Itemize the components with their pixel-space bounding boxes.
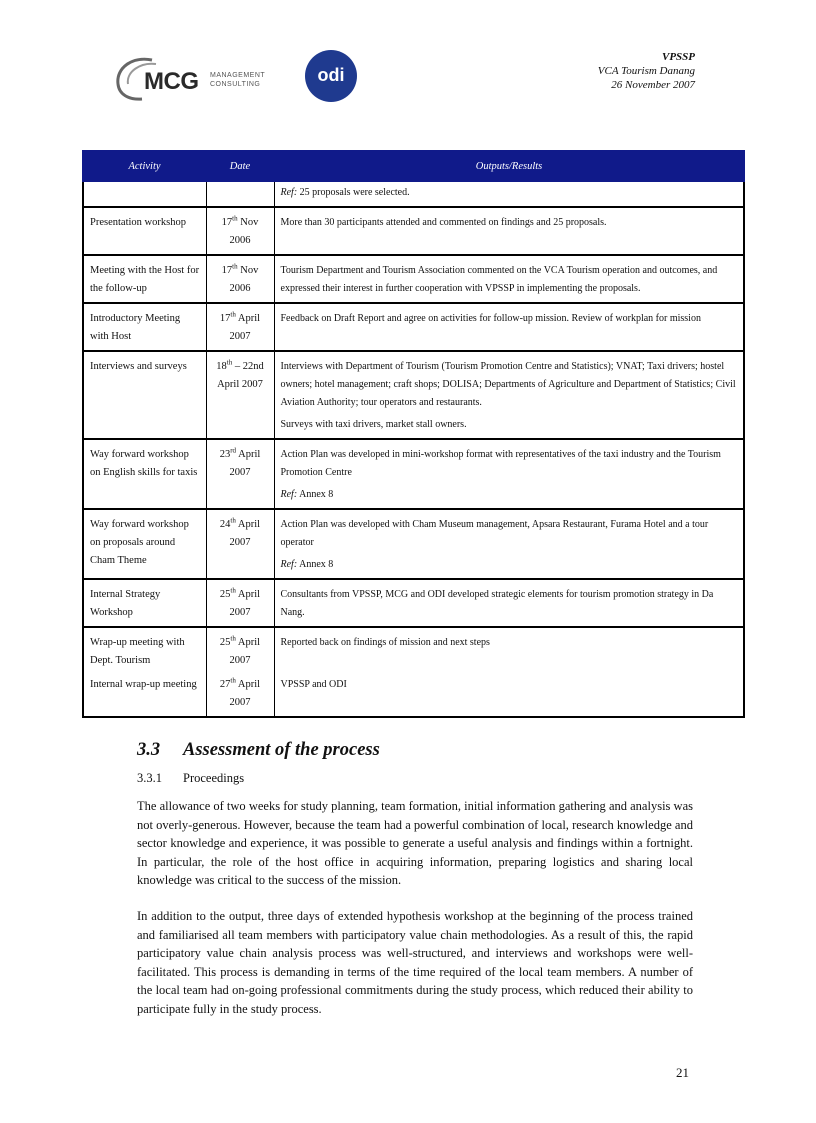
cell-activity: Wrap-up meeting with Dept. Tourism bbox=[83, 627, 206, 674]
cell-date: 17th April 2007 bbox=[206, 303, 274, 351]
ref-label: Ref: bbox=[280, 187, 298, 198]
header-outputs: Outputs/Results bbox=[274, 151, 744, 181]
ref-text: Annex 8 bbox=[297, 489, 334, 500]
page-number: 21 bbox=[676, 1065, 689, 1080]
cell-activity bbox=[83, 181, 206, 207]
cell-output: Tourism Department and Tourism Association commented on the VCA Tourism operation and outcomes, and expressed their interest in further cooperation with VPSSP in implementing the proposals. bbox=[274, 255, 744, 303]
output-text-2: Surveys with taxi drivers, market stall owners. bbox=[280, 419, 467, 430]
cell-date: 23rd April 2007 bbox=[206, 439, 274, 509]
header-date: Date bbox=[206, 151, 274, 181]
ref-text: 25 proposals were selected. bbox=[297, 187, 410, 198]
cell-output bbox=[274, 509, 744, 579]
table-row bbox=[83, 255, 744, 303]
table-row bbox=[83, 509, 744, 579]
cell-output bbox=[274, 351, 744, 439]
odi-logo bbox=[304, 48, 358, 104]
cell-activity: Internal Strategy Workshop bbox=[83, 579, 206, 627]
cell-date: 17th Nov 2006 bbox=[206, 207, 274, 255]
ref-text: Annex 8 bbox=[297, 559, 334, 570]
header-activity: Activity bbox=[83, 151, 206, 181]
table-row bbox=[83, 439, 744, 509]
cell-activity: Way forward workshop on proposals around Cham Theme bbox=[83, 509, 206, 579]
cell-output: More than 30 participants attended and commented on findings and 25 proposals. bbox=[274, 207, 744, 255]
ref-label: Ref: bbox=[280, 559, 298, 570]
output-text: Action Plan was developed in mini-workshop format with representatives of the taxi industry and the Tourism Promotion Centre bbox=[280, 449, 721, 478]
header-project: VPSSP bbox=[661, 51, 695, 63]
table-row bbox=[83, 303, 744, 351]
mcg-logo bbox=[112, 54, 266, 102]
table-row bbox=[83, 207, 744, 255]
cell-date: 24th April 2007 bbox=[206, 509, 274, 579]
mcg-logo-subtext: MANAGEMENT CONSULTING bbox=[210, 72, 266, 88]
cell-output bbox=[274, 181, 744, 207]
cell-activity: Meeting with the Host for the follow-up bbox=[83, 255, 206, 303]
table-row bbox=[83, 579, 744, 627]
cell-activity: Way forward workshop on English skills for taxis bbox=[83, 439, 206, 509]
cell-date: 25th April 2007 bbox=[206, 627, 274, 674]
cell-output bbox=[274, 439, 744, 509]
table-row bbox=[83, 181, 744, 207]
section-heading bbox=[137, 740, 380, 761]
header-date: 26 November 2007 bbox=[611, 79, 695, 91]
table-row bbox=[83, 674, 744, 717]
mcg-logo-text: MCG bbox=[144, 68, 199, 95]
cell-date: 17th Nov 2006 bbox=[206, 255, 274, 303]
cell-output: VPSSP and ODI bbox=[274, 674, 744, 717]
output-text: Interviews with Department of Tourism (Tourism Promotion Centre and Statistics); VNAT; Taxi drivers; hostel owners; hotel management; craft shops; DOLISA; Departments of Agriculture and Department of Statistics; Civil Aviation Authority; tour operators and restaurants. bbox=[280, 361, 736, 408]
activities-table bbox=[82, 150, 745, 718]
header-subtitle: VCA Tourism Danang bbox=[597, 65, 695, 77]
cell-activity: Presentation workshop bbox=[83, 207, 206, 255]
table-row bbox=[83, 351, 744, 439]
cell-activity: Introductory Meeting with Host bbox=[83, 303, 206, 351]
body-paragraph-1: The allowance of two weeks for study planning, team formation, initial information gathering and analysis was not overly-generous. However, because the team had a powerful combination of local, research knowledge and sector knowledge and experience, it was possible to generate a useful analysis and findings within a fortnight. In particular, the role of the host office in acquiring information, preparing logistics and sharing local knowledge was critical to the success of the mission. bbox=[137, 799, 693, 887]
cell-date: 18th – 22nd April 2007 bbox=[206, 351, 274, 439]
cell-activity: Interviews and surveys bbox=[83, 351, 206, 439]
cell-output: Feedback on Draft Report and agree on activities for follow-up mission. Review of workplan for mission bbox=[274, 303, 744, 351]
table-row bbox=[83, 627, 744, 674]
odi-logo-text: odi bbox=[317, 65, 345, 85]
cell-date bbox=[206, 181, 274, 207]
cell-date: 25th April 2007 bbox=[206, 579, 274, 627]
subsection-title: Proceedings bbox=[183, 771, 245, 785]
cell-output: Reported back on findings of mission and next steps bbox=[274, 627, 744, 674]
section-number: 3.3 bbox=[137, 740, 161, 760]
cell-date: 27th April 2007 bbox=[206, 674, 274, 717]
subsection-heading bbox=[137, 771, 244, 786]
section-title: Assessment of the process bbox=[183, 740, 380, 760]
table-header-row bbox=[83, 151, 744, 181]
cell-activity: Internal wrap-up meeting bbox=[83, 674, 206, 717]
ref-label: Ref: bbox=[280, 489, 298, 500]
body-paragraph-2: In addition to the output, three days of extended hypothesis workshop at the beginning of the process trained and familiarised all team members with participatory value chain methodologies. As a result of this, the rapid participatory value chain analysis process was well-structured, and interviews and workshops were well-facilitated. This process is demanding in terms of the time required of the local team members. A number of the local team had on-going professional commitments during the study process, which reduced their ability to participate fully in the study process. bbox=[137, 909, 693, 1016]
document-header bbox=[598, 50, 695, 92]
output-text: Action Plan was developed with Cham Museum management, Apsara Restaurant, Furama Hotel and a tour operator bbox=[280, 519, 709, 548]
subsection-number: 3.3.1 bbox=[137, 771, 162, 785]
cell-output: Consultants from VPSSP, MCG and ODI developed strategic elements for tourism promotion strategy in Da Nang. bbox=[274, 579, 744, 627]
